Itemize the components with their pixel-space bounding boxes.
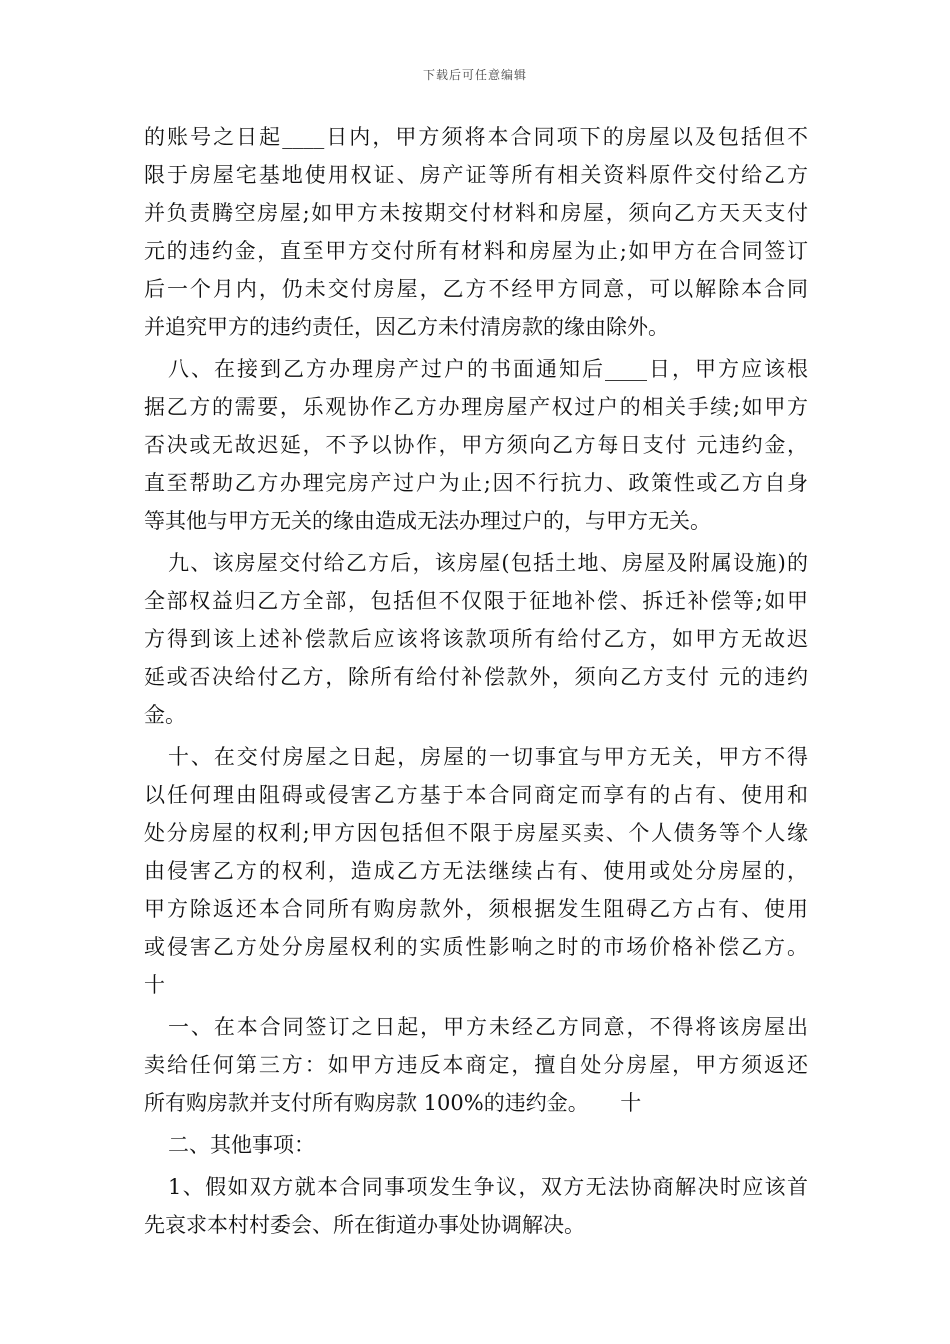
text-line: 据乙方的需要，乐观协作乙方办理房屋产权过户的相关手续;如甲方 [144, 395, 808, 419]
text-line: 金。 [144, 703, 186, 727]
text-line: 由侵害乙方的权利，造成乙方无法继续占有、使用或处分房屋的， [144, 859, 808, 883]
text-line: 十、在交付房屋之日起，房屋的一切事宜与甲方无关，甲方不得 [168, 745, 808, 769]
text-line: 的账号之日起____日内，甲方须将本合同项下的房屋以及包括但不 [144, 125, 808, 149]
text-line: 限于房屋宅基地使用权证、房产证等所有相关资料原件交付给乙方 [144, 163, 808, 187]
text-line: 二、其他事项： [168, 1133, 315, 1157]
text-line: 所有购房款并支付所有购房款 100%的违约金。 十 [144, 1091, 642, 1115]
text-line: 八、在接到乙方办理房产过户的书面通知后____日，甲方应该根 [168, 357, 808, 381]
text-line: 十 [144, 973, 165, 997]
text-line: 等其他与甲方无关的缘由造成无法办理过户的，与甲方无关。 [144, 509, 711, 533]
text-line: 九、该房屋交付给乙方后，该房屋(包括土地、房屋及附属设施)的 [168, 551, 808, 575]
page-header: 下载后可任意编辑 [422, 68, 527, 82]
text-line: 处分房屋的权利;甲方因包括但不限于房屋买卖、个人债务等个人缘 [144, 821, 808, 845]
text-line: 一、在本合同签订之日起，甲方未经乙方同意，不得将该房屋出 [168, 1015, 808, 1039]
contract-body [144, 118, 808, 1244]
text-line: 并负责腾空房屋;如甲方未按期交付材料和房屋，须向乙方天天支付 [144, 201, 808, 225]
text-line: 直至帮助乙方办理完房产过户为止;因不行抗力、政策性或乙方自身 [144, 471, 808, 495]
text-line: 卖给任何第三方：如甲方违反本商定，擅自处分房屋，甲方须返还 [144, 1053, 808, 1077]
text-line: 甲方除返还本合同所有购房款外，须根据发生阻碍乙方占有、使用 [144, 897, 808, 921]
text-line: 方得到该上述补偿款后应该将该款项所有给付乙方，如甲方无故迟 [144, 627, 808, 651]
text-line: 或侵害乙方处分房屋权利的实质性影响之时的市场价格补偿乙方。 [144, 935, 808, 959]
text-line: 全部权益归乙方全部，包括但不仅限于征地补偿、拆迁补偿等;如甲 [144, 589, 808, 613]
text-line: 以任何理由阻碍或侵害乙方基于本合同商定而享有的占有、使用和 [144, 783, 808, 807]
text-line: 元的违约金，直至甲方交付所有材料和房屋为止;如甲方在合同签订 [144, 239, 808, 263]
text-line: 延或否决给付乙方，除所有给付补偿款外，须向乙方支付 元的违约 [144, 665, 808, 689]
text-line: 先哀求本村村委会、所在街道办事处协调解决。 [144, 1213, 585, 1237]
text-line: 后一个月内，仍未交付房屋，乙方不经甲方同意，可以解除本合同 [144, 277, 808, 301]
text-line: 1、假如双方就本合同事项发生争议，双方无法协商解决时应该首 [168, 1175, 808, 1199]
text-line: 否决或无故迟延，不予以协作，甲方须向乙方每日支付 元违约金， [144, 433, 808, 457]
text-line: 并追究甲方的违约责任，因乙方未付清房款的缘由除外。 [144, 315, 669, 339]
